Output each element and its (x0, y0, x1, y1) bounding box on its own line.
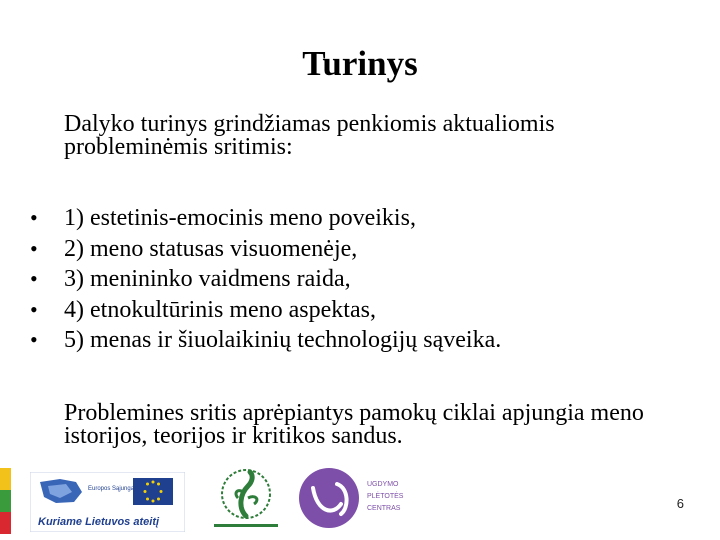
topic-text: 1) estetinis-emocinis meno poveikis, (64, 205, 416, 231)
list-item (30, 325, 501, 356)
slide-title: Turinys (302, 44, 418, 83)
bullet: • (30, 205, 38, 230)
topic-text: 5) menas ir šiuolaikinių technologijų sąveika. (64, 327, 502, 353)
closing-paragraph: Problemines sritis aprėpiantys pamokų ciklai apjungia meno istorijos, teorijos ir kritikos sandus. (64, 400, 644, 449)
upc-name-line-3: CENTRAS (367, 505, 401, 512)
list-item (30, 234, 501, 265)
bullet: • (30, 266, 38, 291)
eu-flag-icon (133, 478, 173, 505)
sprout-logo-icon (214, 470, 278, 527)
upc-name-line-2: PLĖTOTĖS (367, 493, 404, 500)
intro-paragraph: Dalyko turinys grindžiamas penkiomis aktualiomis probleminėmis sritimis: (64, 111, 555, 160)
eu-slogan: Kuriame Lietuvos ateitį (38, 516, 160, 528)
list-item (30, 203, 501, 234)
footer-logos (0, 458, 720, 540)
bullet: • (30, 327, 38, 352)
topic-text: 4) etnokultūrinis meno aspektas, (64, 296, 376, 323)
topic-text: 3) menininko vaidmens raida, (64, 266, 351, 292)
topic-text: 2) meno statusas visuomenėje, (64, 235, 358, 262)
bullet: • (30, 235, 38, 261)
topic-list (30, 203, 501, 356)
bullet: • (30, 296, 38, 322)
list-item (30, 295, 501, 326)
upc-name-line-1: UGDYMO (367, 481, 399, 488)
upc-logo (297, 466, 409, 530)
eu-logo (30, 472, 185, 532)
eu-fund-text: Europos Sąjunga (88, 486, 135, 492)
sprout-logo (204, 464, 288, 532)
upc-circle-icon (299, 468, 359, 528)
list-item (30, 264, 501, 295)
page-number: 6 (676, 496, 684, 511)
